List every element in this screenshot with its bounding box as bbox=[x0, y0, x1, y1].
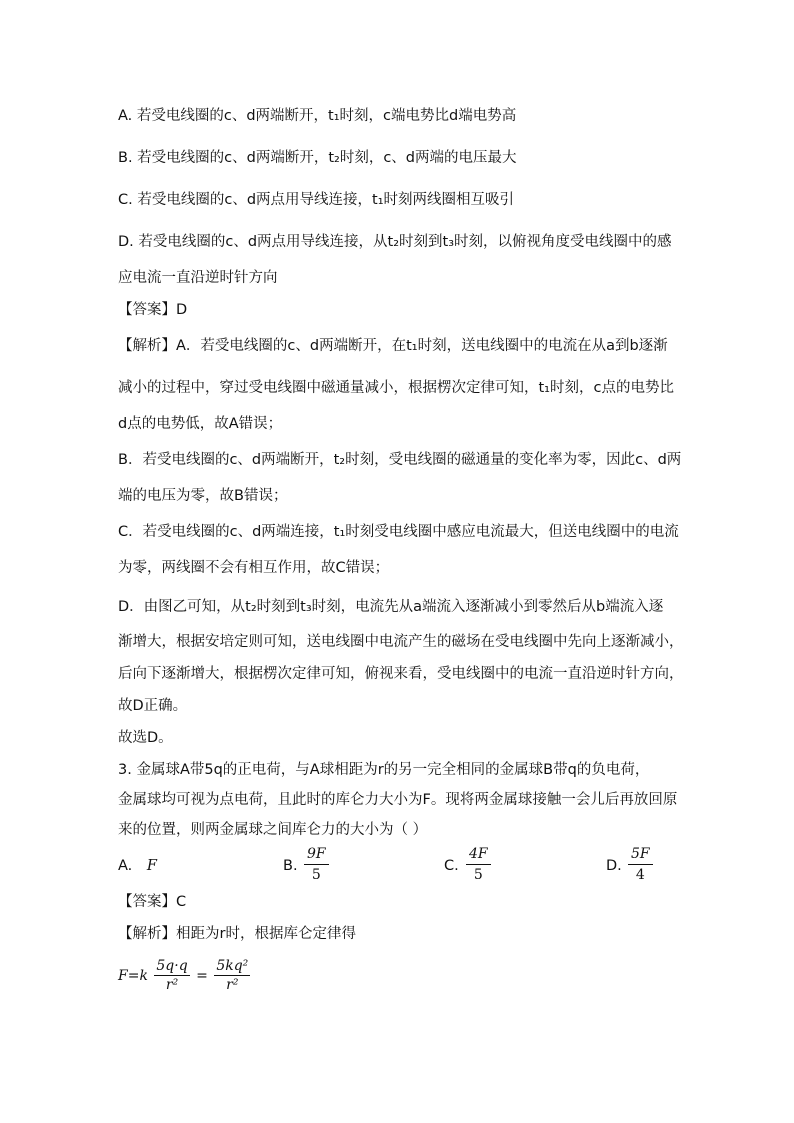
q3-option-a bbox=[118, 856, 157, 876]
formula-fraction-2 bbox=[214, 958, 250, 993]
q3-option-a-value: F bbox=[146, 858, 157, 874]
fraction-denominator: 5 bbox=[473, 867, 483, 883]
option-d-text: D. 若受电线圈的c、d两点用导线连接，从t₂时刻到t₃时刻，以俯视角度受电线圈中的感 bbox=[118, 234, 672, 250]
analysis-line: C．若受电线圈的c、d两端连接，t₁时刻受电线圈中感应电流最大，但送电线圈中的电流 bbox=[118, 524, 679, 540]
fraction-numerator: 5F bbox=[628, 846, 653, 865]
fraction-numerator: 5q·q bbox=[156, 958, 188, 974]
answer-label: 【答案】D bbox=[118, 302, 188, 318]
analysis-line: 端的电压为零，故B错误； bbox=[118, 488, 288, 504]
option-c-text: C. 若受电线圈的c、d两点用导线连接，t₁时刻两线圈相互吸引 bbox=[118, 192, 515, 208]
question-3-line: 3. 金属球A带5q的正电荷，与A球相距为r的另一完全相同的金属球B带q的负电荷， bbox=[118, 762, 650, 778]
option-a-text: A. 若受电线圈的c、d两端断开，t₁时刻，c端电势比d端电势高 bbox=[118, 108, 517, 124]
q3-option-b-label: B. bbox=[283, 858, 298, 874]
answer-label-2: 【答案】C bbox=[118, 894, 187, 910]
analysis-line: 故D正确。 bbox=[118, 698, 188, 714]
q3-option-d-label: D. bbox=[606, 858, 622, 874]
formula-fraction-1 bbox=[154, 958, 189, 993]
choose-answer: 故选D。 bbox=[118, 730, 173, 746]
fraction-denominator: 4 bbox=[635, 867, 645, 883]
q3-option-a-label: A. bbox=[118, 858, 133, 874]
analysis-line: 渐增大，根据安培定则可知，送电线圈中电流产生的磁场在受电线圈中先向上逐渐减小， bbox=[118, 634, 684, 650]
q3-option-b-fraction bbox=[304, 846, 329, 883]
analysis-line: 减小的过程中，穿过受电线圈中磁通量减小，根据楞次定律可知，t₁时刻，c点的电势比 bbox=[118, 380, 674, 396]
formula-equals: = bbox=[196, 967, 208, 984]
formula-lhs: F=k bbox=[118, 967, 148, 984]
coulomb-formula bbox=[118, 958, 252, 993]
fraction-denominator: 5 bbox=[311, 867, 321, 883]
q3-option-c-fraction bbox=[466, 846, 491, 883]
question-3-line: 来的位置，则两金属球之间库仑力的大小为（ ） bbox=[118, 822, 428, 838]
fraction-denominator: r² bbox=[165, 977, 179, 993]
fraction-numerator: 5kq² bbox=[216, 958, 249, 974]
fraction-numerator: 4F bbox=[466, 846, 491, 865]
analysis-line: d点的电势低，故A错误； bbox=[118, 416, 283, 432]
fraction-numerator: 9F bbox=[304, 846, 329, 865]
analysis-line: 【解析】A．若受电线圈的c、d两端断开，在t₁时刻，送电线圈中的电流在从a到b逐渐 bbox=[118, 338, 668, 354]
q3-option-c-label: C. bbox=[444, 858, 459, 874]
option-b-text: B. 若受电线圈的c、d两端断开，t₂时刻，c、d两端的电压最大 bbox=[118, 150, 517, 166]
analysis-line: 为零，两线圈不会有相互作用，故C错误； bbox=[118, 560, 390, 576]
analysis-line: B．若受电线圈的c、d两端断开，t₂时刻，受电线圈的磁通量的变化率为零，因此c、d两 bbox=[118, 452, 682, 468]
question-3-line: 金属球均可视为点电荷，且此时的库仑力大小为F。现将两金属球接触一会儿后再放回原 bbox=[118, 792, 678, 808]
analysis-line: D．由图乙可知，从t₂时刻到t₃时刻，电流先从a端流入逐渐减小到零然后从b端流入逐 bbox=[118, 599, 664, 615]
option-d-text-cont: 应电流一直沿逆时针方向 bbox=[118, 270, 278, 286]
analysis-line: 后向下逐渐增大，根据楞次定律可知，俯视来看，受电线圈中的电流一直沿逆时针方向， bbox=[118, 666, 684, 682]
analysis-label-2: 【解析】相距为r时，根据库仑定律得 bbox=[118, 926, 356, 942]
fraction-denominator: r² bbox=[226, 977, 239, 993]
q3-option-d-fraction bbox=[628, 846, 653, 883]
